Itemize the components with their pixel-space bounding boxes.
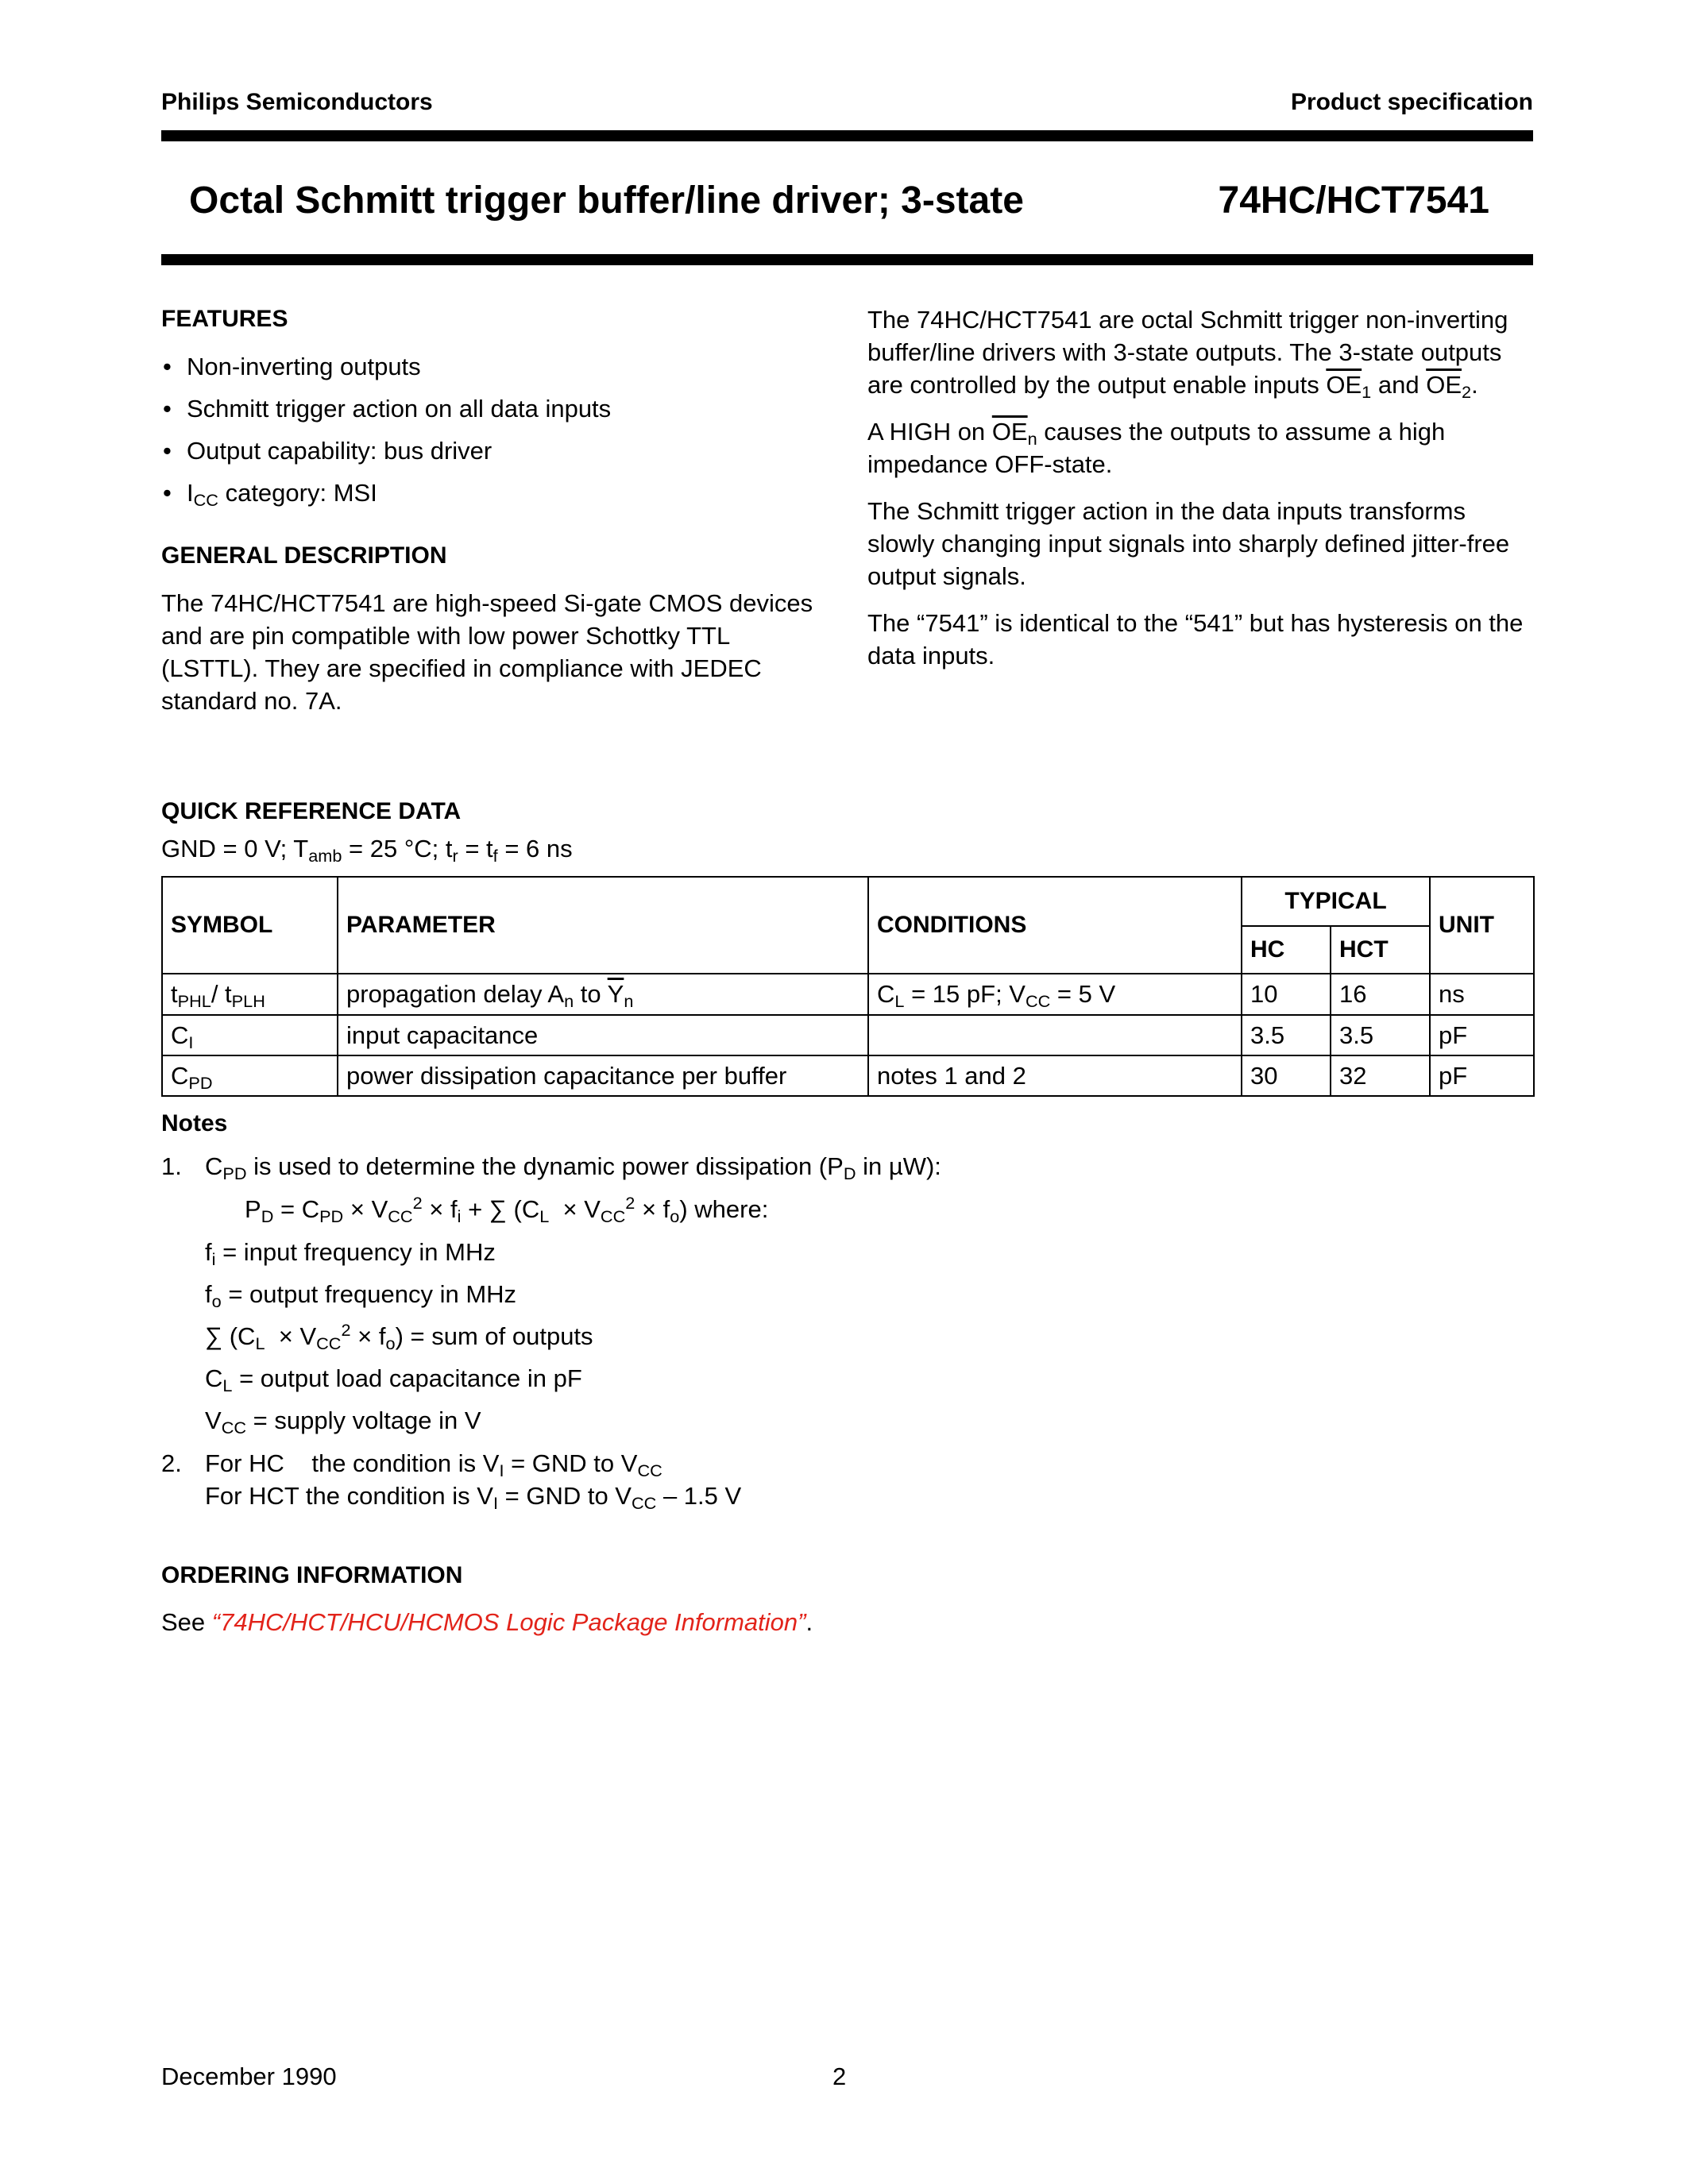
definition-vcc: $V_{CC}$ = supply voltage in V: [205, 1406, 481, 1438]
cell-unit: ns: [1430, 974, 1534, 1015]
left-column: [161, 306, 821, 717]
cell-conditions: notes 1 and 2: [868, 1055, 1242, 1096]
header-hct: HCT: [1331, 926, 1430, 974]
ordering-text: See “74HC/HCT/HCU/HCMOS Logic Package Information”.: [161, 1608, 813, 1636]
cell-symbol: $t_{PHL}/$ $t_{PLH}$: [162, 974, 338, 1015]
list-item: • Non-inverting outputs: [161, 350, 821, 383]
header-hc: HC: [1242, 926, 1331, 974]
list-item: • Output capability: bus driver: [161, 434, 821, 467]
cell-parameter: propagation delay $A_n$ to $\overline{Y}_n$: [338, 974, 868, 1015]
cell-parameter: power dissipation capacitance per buffer: [338, 1055, 868, 1096]
definition-fo: $f_o$ = output frequency in MHz: [205, 1280, 517, 1312]
part-number: 74HC/HCT7541: [1218, 179, 1489, 222]
note-1-number: 1.: [161, 1152, 182, 1180]
cell-symbol: $C_I$: [162, 1015, 338, 1055]
header-typical: TYPICAL: [1242, 877, 1430, 926]
page-number: 2: [832, 2062, 847, 2090]
cell-symbol: $C_{PD}$: [162, 1055, 338, 1096]
cell-hct: 16: [1331, 974, 1430, 1015]
header-rule: [161, 130, 1533, 141]
notes-heading: Notes: [161, 1110, 228, 1136]
list-item: • Schmitt trigger action on all data inputs: [161, 392, 821, 425]
table-row: [162, 1055, 1534, 1096]
note-1-text: $C_{PD}$ is used to determine the dynamic power dissipation ($P_D$ in µW):: [205, 1152, 941, 1184]
cell-parameter: input capacitance: [338, 1015, 868, 1055]
description-paragraph-4: The “7541” is identical to the “541” but has hysteresis on the data inputs.: [867, 609, 1524, 669]
header-symbol: SYMBOL: [162, 877, 338, 974]
package-info-link[interactable]: “74HC/HCT/HCU/HCMOS Logic Package Information”: [211, 1608, 806, 1636]
cell-unit: pF: [1430, 1015, 1534, 1055]
ordering-heading: ORDERING INFORMATION: [161, 1562, 463, 1588]
footer-date: December 1990: [161, 2062, 337, 2090]
definition-sum: ∑ $(C_L \times V_{CC}^2 \times f_o)$ = sum of outputs: [205, 1320, 593, 1354]
note-2-number: 2.: [161, 1449, 182, 1477]
header-conditions: CONDITIONS: [868, 877, 1242, 974]
cell-hc: 30: [1242, 1055, 1331, 1096]
cell-conditions: $C_L = 15$ pF; $V_{CC} = 5$ V: [868, 974, 1242, 1015]
note-2-line-1: For HC the condition is $V_I$ = GND to $V_{CC}$: [205, 1449, 662, 1481]
company-name: Philips Semiconductors: [161, 89, 433, 115]
table-row: [162, 974, 1534, 1015]
features-list: [161, 350, 821, 509]
header-unit: UNIT: [1430, 877, 1534, 974]
cell-hct: 32: [1331, 1055, 1430, 1096]
document-type: Product specification: [1290, 89, 1533, 115]
power-equation: $P_D = C_{PD} \times V_{CC}^2 \times f_i$ + ∑ $(C_L \times V_{CC}^2 \times f_o)$ where:: [245, 1193, 769, 1227]
page-title: Octal Schmitt trigger buffer/line driver; 3-state: [189, 179, 1024, 222]
description-paragraph-1: The 74HC/HCT7541 are octal Schmitt trigger non-inverting buffer/line drivers with 3-state outputs. The 3-state outputs are controlled by the output enable inputs $\overline{OE}_1$ and $\overline{OE}_2$.: [867, 306, 1508, 403]
definition-fi: $f_i$ = input frequency in MHz: [205, 1238, 496, 1270]
note-2-line-2: For HCT the condition is $V_I$ = GND to $V_{CC} - 1.5$ V: [205, 1482, 742, 1514]
description-paragraph-3: The Schmitt trigger action in the data inputs transforms slowly changing input signals into sharply defined jitter-free output signals.: [867, 497, 1510, 590]
cell-hc: 3.5: [1242, 1015, 1331, 1055]
features-heading: FEATURES: [161, 306, 288, 332]
cell-conditions: [868, 1015, 1242, 1055]
table-row: [162, 1015, 1534, 1055]
quick-reference-heading: QUICK REFERENCE DATA: [161, 798, 462, 824]
right-column: [867, 303, 1533, 672]
cell-hct: 3.5: [1331, 1015, 1430, 1055]
cell-hc: 10: [1242, 974, 1331, 1015]
definition-cl: $C_L$ = output load capacitance in pF: [205, 1364, 582, 1396]
general-description-text: The 74HC/HCT7541 are high-speed Si-gate CMOS devices and are pin compatible with low power Schottky TTL (LSTTL). They are specified in compliance with JEDEC standard no. 7A.: [161, 589, 813, 715]
list-item: • $I_{CC}$ category: MSI: [161, 477, 821, 509]
title-rule: [161, 254, 1533, 265]
quick-reference-table: [161, 876, 1535, 1097]
header-parameter: PARAMETER: [338, 877, 868, 974]
description-paragraph-2: A HIGH on $\overline{OE}_n$ causes the outputs to assume a high impedance OFF-state.: [867, 418, 1446, 478]
general-description-heading: GENERAL DESCRIPTION: [161, 542, 447, 569]
quick-reference-conditions: GND = 0 V; $T_{amb} = 25$ °C; $t_r = t_f = 6$ ns: [161, 835, 573, 866]
cell-unit: pF: [1430, 1055, 1534, 1096]
